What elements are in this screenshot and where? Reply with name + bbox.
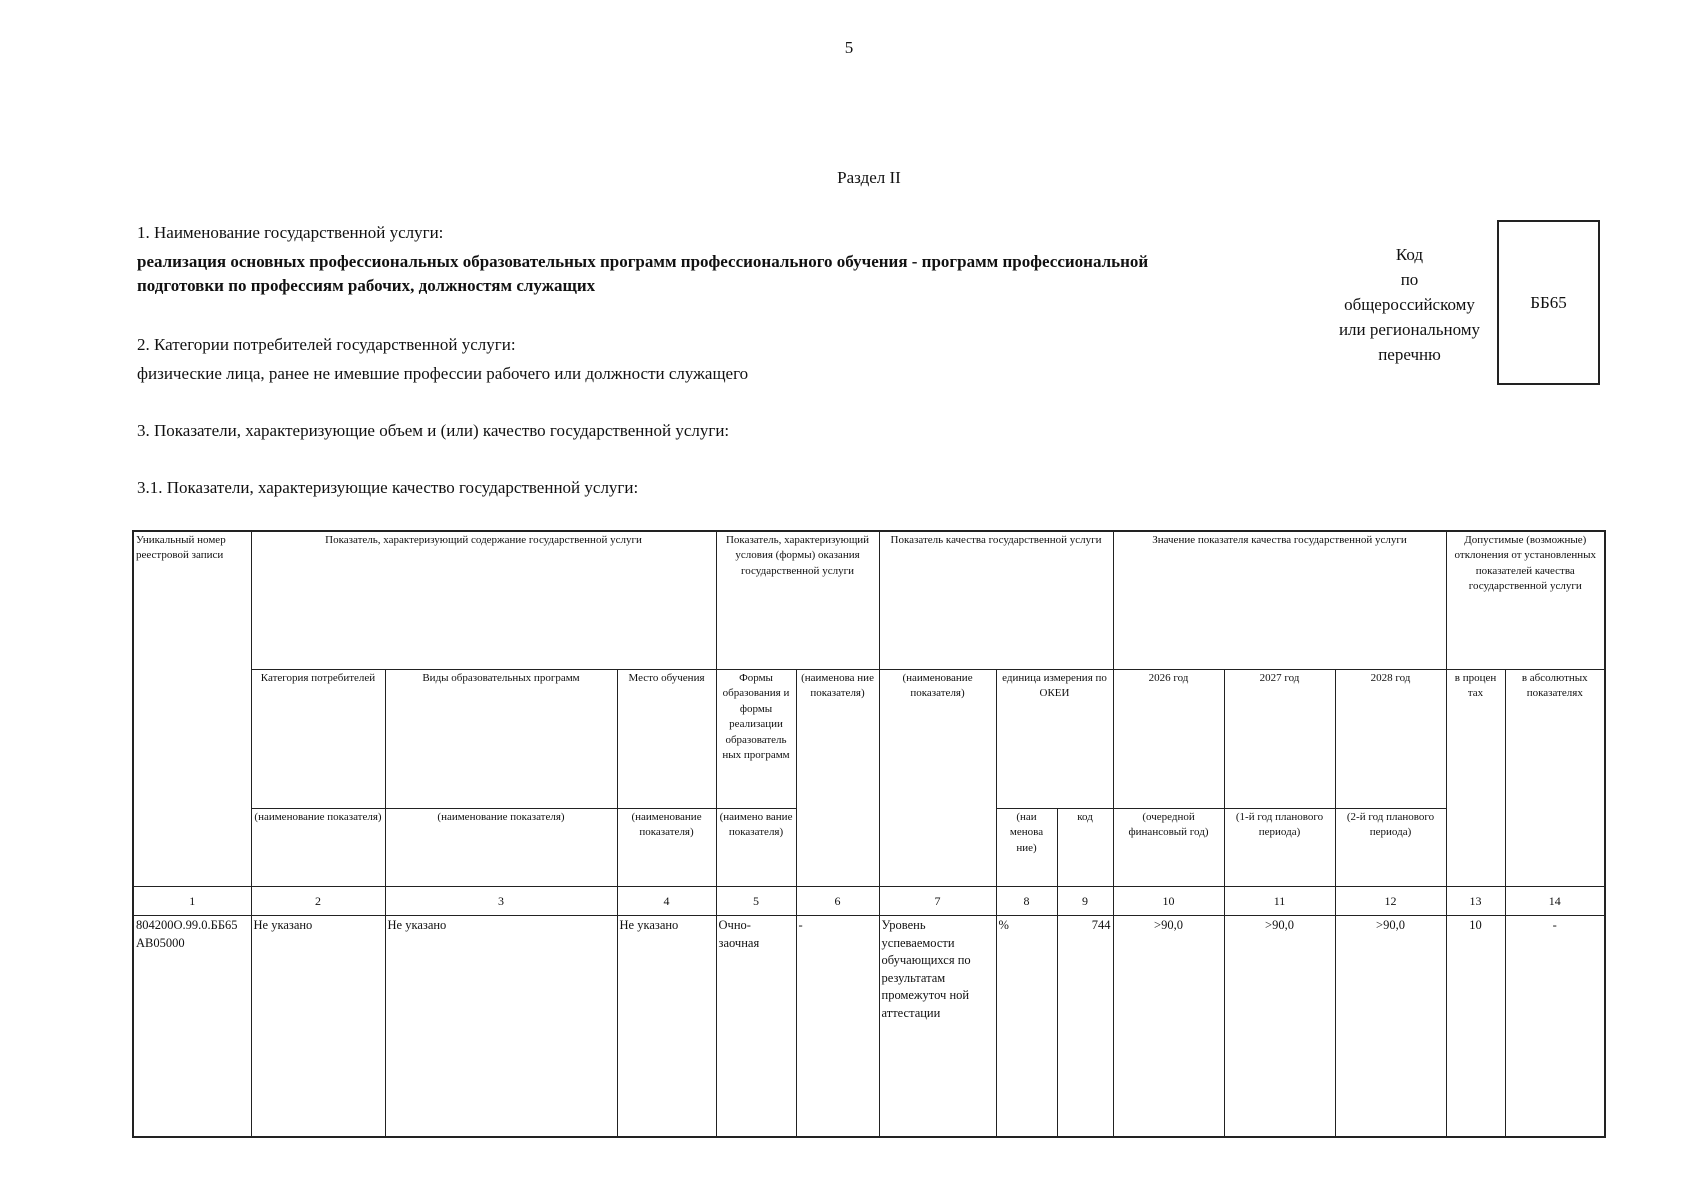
subheader-unit-okei: единица измерения по ОКЕИ xyxy=(996,670,1113,809)
column-number: 11 xyxy=(1224,887,1335,916)
cell-quality-indicator: Уровень успеваемости обучающихся по результатам промежуточ ной аттестации xyxy=(879,916,996,1138)
column-number: 4 xyxy=(617,887,716,916)
tertiary-indicator-name-4: (наименование показателя) xyxy=(617,809,716,887)
subheader-place-of-study: Место обучения xyxy=(617,670,716,809)
subheader-program-types: Виды образовательных программ xyxy=(385,670,617,809)
subheader-forms: Формы образования и формы реализации образователь ных программ xyxy=(716,670,796,809)
code-label xyxy=(1322,242,1497,367)
subheader-year-2026: 2026 год xyxy=(1113,670,1224,809)
table-row xyxy=(133,916,1605,1138)
quality-heading: 3.1. Показатели, характеризующие качество государственной услуги: xyxy=(137,478,639,497)
code-label-line: перечню xyxy=(1378,345,1441,364)
tertiary-second-planned-year: (2-й год планового периода) xyxy=(1335,809,1446,887)
consumers-value: физические лица, ранее не имевшие профессии рабочего или должности служащего xyxy=(137,364,749,383)
column-number: 3 xyxy=(385,887,617,916)
column-number: 9 xyxy=(1057,887,1113,916)
column-number: 8 xyxy=(996,887,1057,916)
code-label-line: или региональному xyxy=(1338,320,1481,339)
cell-unit-name: % xyxy=(996,916,1057,1138)
subheader-year-2027: 2027 год xyxy=(1224,670,1335,809)
column-number: 6 xyxy=(796,887,879,916)
subheader-absolute: в абсолютных показателях xyxy=(1505,670,1605,887)
code-label-line: по xyxy=(1400,270,1419,289)
column-number: 5 xyxy=(716,887,796,916)
column-number: 14 xyxy=(1505,887,1605,916)
code-box xyxy=(1497,220,1600,385)
service-name-line-2: подготовки по профессиям рабочих, должностям служащих xyxy=(137,276,596,295)
header-allowed-deviation: Допустимые (возможные) отклонения от установленных показателей качества государственной услуги xyxy=(1446,531,1605,670)
cell-program-types: Не указано xyxy=(385,916,617,1138)
subheader-indicator-name-7: (наименование показателя) xyxy=(879,670,996,887)
section-title: Раздел II xyxy=(837,168,901,187)
service-name-label: 1. Наименование государственной услуги: xyxy=(137,223,444,242)
column-number: 10 xyxy=(1113,887,1224,916)
column-number: 7 xyxy=(879,887,996,916)
cell-value-2027: >90,0 xyxy=(1224,916,1335,1138)
cell-unit-code: 744 xyxy=(1057,916,1113,1138)
code-label-line: Код xyxy=(1395,245,1424,264)
cell-place-of-study: Не указано xyxy=(617,916,716,1138)
tertiary-first-planned-year: (1-й год планового периода) xyxy=(1224,809,1335,887)
page-number: 5 xyxy=(844,38,854,57)
subheader-indicator-name-6: (наименова ние показателя) xyxy=(796,670,879,887)
tertiary-unit-code: код xyxy=(1057,809,1113,887)
header-indicator-value: Значение показателя качества государственной услуги xyxy=(1113,531,1446,670)
tertiary-unit-name: (наи менова ние) xyxy=(996,809,1057,887)
column-number: 1 xyxy=(133,887,251,916)
column-number: 12 xyxy=(1335,887,1446,916)
cell-value-2028: >90,0 xyxy=(1335,916,1446,1138)
tertiary-indicator-name-5: (наимено вание показателя) xyxy=(716,809,796,887)
cell-form-of-study: Очно- заочная xyxy=(716,916,796,1138)
header-unique-number: Уникальный номер реестровой записи xyxy=(133,531,251,887)
subheader-consumer-category: Категория потребителей xyxy=(251,670,385,809)
cell-deviation-absolute: - xyxy=(1505,916,1605,1138)
code-label-line: общероссийскому xyxy=(1344,295,1475,314)
service-name-line-1: реализация основных профессиональных образовательных программ профессионального обучения - программ профессиональной xyxy=(137,252,1149,271)
cell-registry-number: 804200О.99.0.ББ65 АВ05000 xyxy=(133,916,251,1138)
subheader-year-2028: 2028 год xyxy=(1335,670,1446,809)
header-quality-indicator: Показатель качества государственной услуги xyxy=(879,531,1113,670)
tertiary-indicator-name-2: (наименование показателя) xyxy=(251,809,385,887)
cell-indicator-6: - xyxy=(796,916,879,1138)
cell-deviation-percent: 10 xyxy=(1446,916,1505,1138)
quality-indicators-table xyxy=(132,530,1606,1138)
tertiary-next-financial-year: (очередной финансовый год) xyxy=(1113,809,1224,887)
consumers-label: 2. Категории потребителей государственной услуги: xyxy=(137,335,516,354)
header-conditions-indicator: Показатель, характеризующий условия (формы) оказания государственной услуги xyxy=(716,531,879,670)
column-number: 13 xyxy=(1446,887,1505,916)
code-value: ББ65 xyxy=(1530,293,1567,312)
indicators-heading: 3. Показатели, характеризующие объем и (или) качество государственной услуги: xyxy=(137,421,730,440)
subheader-percent: в процен тах xyxy=(1446,670,1505,887)
column-number: 2 xyxy=(251,887,385,916)
tertiary-indicator-name-3: (наименование показателя) xyxy=(385,809,617,887)
cell-value-2026: >90,0 xyxy=(1113,916,1224,1138)
cell-consumer-category: Не указано xyxy=(251,916,385,1138)
header-content-indicator: Показатель, характеризующий содержание государственной услуги xyxy=(251,531,716,670)
